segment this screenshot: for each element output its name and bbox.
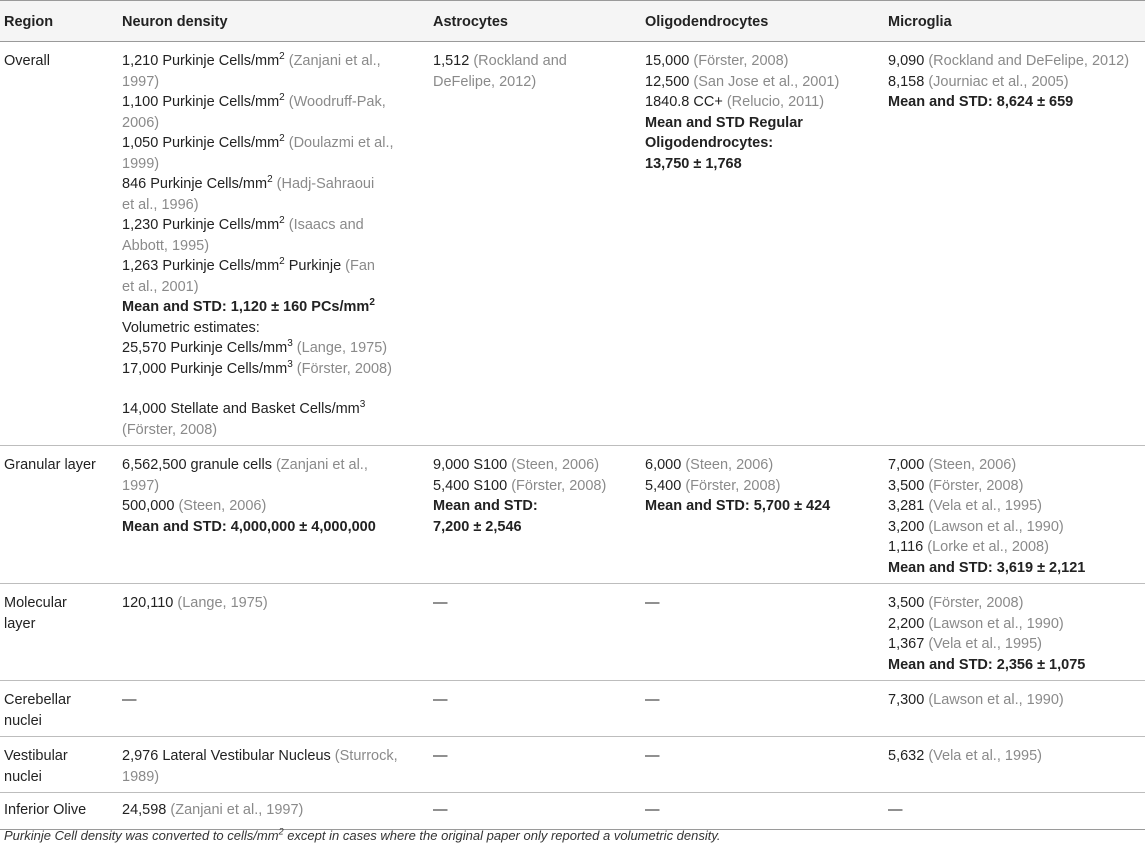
citation: (Förster, 2008) bbox=[924, 477, 1024, 494]
citation: 1997) bbox=[122, 477, 160, 494]
citation: (Rockland and DeFelipe, 2012) bbox=[924, 53, 1130, 69]
citation: DeFelipe, 2012) bbox=[433, 73, 537, 90]
neuron-density-cell bbox=[118, 681, 428, 737]
region-cell bbox=[0, 737, 118, 793]
citation: (Steen, 2006) bbox=[681, 457, 774, 473]
entry-line: 1,512 (Rockland and bbox=[433, 53, 567, 69]
entry-line: 5,400 (Förster, 2008) bbox=[645, 477, 781, 494]
mean-std: Mean and STD: 3,619 ± 2,121 bbox=[888, 559, 1086, 576]
microglia-cell bbox=[883, 737, 1145, 793]
citation: et al., 1996) bbox=[122, 196, 199, 213]
entry-line: 24,598 (Zanjani et al., 1997) bbox=[122, 802, 304, 818]
citation: (Journiac et al., 2005) bbox=[924, 73, 1069, 90]
entry-line: 15,000 (Förster, 2008) bbox=[645, 53, 789, 69]
citation: (Steen, 2006) bbox=[924, 457, 1017, 473]
table-row-overall bbox=[0, 42, 1145, 446]
table-row-granular-layer bbox=[0, 446, 1145, 584]
citation: (Woodruff-Pak, bbox=[284, 94, 386, 110]
astrocytes-cell bbox=[428, 446, 640, 584]
entry-line: 7,300 (Lawson et al., 1990) bbox=[888, 692, 1064, 708]
entry-line: 3,200 (Lawson et al., 1990) bbox=[888, 518, 1064, 535]
citation: (Fan bbox=[345, 258, 375, 274]
citation: (Zanjani et al., 1997) bbox=[166, 802, 304, 818]
entry-line: 17,000 Purkinje Cells/$mm^3$ (Förster, 2008) bbox=[122, 358, 392, 377]
entry-line: 3,500 (Förster, 2008) bbox=[888, 595, 1024, 611]
citation: Abbott, 1995) bbox=[122, 237, 210, 254]
citation: (Rockland and bbox=[469, 53, 567, 69]
empty-dash: — bbox=[433, 692, 448, 708]
entry-line: 1,100 Purkinje Cells/$mm^2$ (Woodruff-Pak, bbox=[122, 92, 386, 110]
empty-dash: — bbox=[433, 595, 448, 611]
entry-line: 2,976 Lateral Vestibular Nucleus (Sturrock, bbox=[122, 748, 398, 764]
citation: 1999) bbox=[122, 155, 160, 172]
citation: (Vela et al., 1995) bbox=[924, 636, 1042, 652]
citation: (Lange, 1975) bbox=[292, 340, 388, 356]
citation: 1989) bbox=[122, 768, 160, 785]
citation: (Vela et al., 1995) bbox=[924, 498, 1042, 514]
region-label: nuclei bbox=[4, 712, 42, 729]
entry-line: 8,158 (Journiac et al., 2005) bbox=[888, 73, 1069, 90]
header-microglia: Microglia bbox=[883, 1, 1145, 42]
empty-dash: — bbox=[645, 802, 660, 818]
empty-dash: — bbox=[645, 595, 660, 611]
region-label: Molecular bbox=[4, 595, 67, 611]
region-cell bbox=[0, 681, 118, 737]
table-footnote: Purkinje Cell density was converted to cells/$mm^2$ except in cases where the original paper only reported a volumetric density. bbox=[4, 826, 721, 843]
citation: et al., 2001) bbox=[122, 278, 199, 295]
empty-dash: — bbox=[433, 802, 448, 818]
neuron-density-cell bbox=[118, 793, 428, 830]
entry-line: 6,000 (Steen, 2006) bbox=[645, 457, 774, 473]
citation: (Förster, 2008) bbox=[689, 53, 789, 69]
microglia-cell bbox=[883, 42, 1145, 446]
astrocytes-cell bbox=[428, 681, 640, 737]
oligodendrocytes-cell bbox=[640, 737, 883, 793]
entry-line: 5,400 S100 (Förster, 2008) bbox=[433, 477, 607, 494]
mean-std: Oligodendrocytes: bbox=[645, 135, 774, 151]
oligodendrocytes-cell bbox=[640, 584, 883, 681]
entry-line: 120,110 (Lange, 1975) bbox=[122, 595, 268, 611]
neuron-density-cell bbox=[118, 584, 428, 681]
citation: (Förster, 2008) bbox=[507, 477, 607, 494]
mean-std: 13,750 ± 1,768 bbox=[645, 155, 742, 172]
citation: (Doulazmi et al., bbox=[284, 135, 394, 151]
mean-std: Mean and STD: 8,624 ± 659 bbox=[888, 94, 1074, 110]
region-label: Overall bbox=[4, 53, 50, 69]
citation: (Lorke et al., 2008) bbox=[923, 539, 1049, 555]
entry-line: 3,500 (Förster, 2008) bbox=[888, 477, 1024, 494]
microglia-cell bbox=[883, 446, 1145, 584]
region-label: Granular layer bbox=[4, 457, 96, 473]
microglia-cell bbox=[883, 584, 1145, 681]
neuron-density-cell bbox=[118, 446, 428, 584]
table-body bbox=[0, 42, 1145, 830]
region-label: Inferior Olive bbox=[4, 802, 87, 818]
oligodendrocytes-cell bbox=[640, 446, 883, 584]
citation: (Steen, 2006) bbox=[174, 498, 267, 514]
citation: (Zanjani et al., bbox=[284, 53, 381, 69]
astrocytes-cell bbox=[428, 737, 640, 793]
citation: 2006) bbox=[122, 114, 160, 131]
mean-std: Mean and STD: 4,000,000 ± 4,000,000 bbox=[122, 518, 376, 535]
region-cell bbox=[0, 793, 118, 830]
entry-line: 1840.8 CC+ (Relucio, 2011) bbox=[645, 94, 825, 110]
microglia-cell bbox=[883, 681, 1145, 737]
citation: (Isaacs and bbox=[284, 217, 364, 233]
entry-line: 25,570 Purkinje Cells/$mm^3$ (Lange, 1975) bbox=[122, 338, 388, 356]
region-label: Cerebellar bbox=[4, 692, 71, 708]
mean-std: Mean and STD: bbox=[433, 498, 538, 514]
region-label: Vestibular bbox=[4, 748, 68, 764]
citation: (Vela et al., 1995) bbox=[924, 748, 1042, 764]
region-label: layer bbox=[4, 615, 36, 632]
table-row-inferior-olive bbox=[0, 793, 1145, 830]
region-cell bbox=[0, 584, 118, 681]
entry-line: 1,230 Purkinje Cells/$mm^2$ (Isaacs and bbox=[122, 215, 364, 233]
entry-line: 6,562,500 granule cells (Zanjani et al., bbox=[122, 457, 368, 473]
empty-dash: — bbox=[645, 692, 660, 708]
entry-line: 7,000 (Steen, 2006) bbox=[888, 457, 1017, 473]
header-neuron-density: Neuron density bbox=[118, 1, 428, 42]
entry-line: 3,281 (Vela et al., 1995) bbox=[888, 498, 1042, 514]
empty-dash: — bbox=[433, 748, 448, 764]
spacer bbox=[122, 379, 428, 399]
entry-line: 1,210 Purkinje Cells/$mm^2$ (Zanjani et al., bbox=[122, 51, 381, 69]
volumetric-label: Volumetric estimates: bbox=[122, 319, 260, 336]
citation: (Sturrock, bbox=[330, 748, 398, 764]
citation: (Lawson et al., 1990) bbox=[924, 692, 1064, 708]
citation: (San Jose et al., 2001) bbox=[689, 73, 840, 90]
neuron-density-cell bbox=[118, 737, 428, 793]
citation: (Zanjani et al., bbox=[271, 457, 368, 473]
citation: (Förster, 2008) bbox=[292, 360, 392, 377]
entry-line: 846 Purkinje Cells/$mm^2$ (Hadj-Sahraoui bbox=[122, 174, 375, 192]
entry-line: 12,500 (San Jose et al., 2001) bbox=[645, 73, 840, 90]
oligodendrocytes-cell bbox=[640, 42, 883, 446]
empty-dash: — bbox=[645, 748, 660, 764]
table-row-vestibular-nuclei bbox=[0, 737, 1145, 793]
astrocytes-cell bbox=[428, 42, 640, 446]
header-region: Region bbox=[0, 1, 118, 42]
entry-line: 9,000 S100 (Steen, 2006) bbox=[433, 457, 600, 473]
header-row bbox=[0, 1, 1145, 42]
entry-line: 5,632 (Vela et al., 1995) bbox=[888, 748, 1042, 764]
citation: 1997) bbox=[122, 73, 160, 90]
citation: (Förster, 2008) bbox=[122, 421, 218, 438]
citation: (Hadj-Sahraoui bbox=[272, 176, 375, 192]
astrocytes-cell bbox=[428, 793, 640, 830]
entry-line: 1,050 Purkinje Cells/$mm^2$ (Doulazmi et al., bbox=[122, 133, 394, 151]
citation: (Lange, 1975) bbox=[173, 595, 268, 611]
mean-std: 7,200 ± 2,546 bbox=[433, 518, 522, 535]
citation: (Steen, 2006) bbox=[507, 457, 600, 473]
oligodendrocytes-cell bbox=[640, 681, 883, 737]
table-row-cerebellar-nuclei bbox=[0, 681, 1145, 737]
empty-dash: — bbox=[122, 692, 137, 708]
entry-line: 500,000 (Steen, 2006) bbox=[122, 498, 267, 514]
region-label: nuclei bbox=[4, 768, 42, 785]
entry-line: 1,116 (Lorke et al., 2008) bbox=[888, 539, 1049, 555]
mean-std: Mean and STD: 1,120 ± 160 PCs/$mm^2$ bbox=[122, 297, 375, 315]
entry-line: 1,367 (Vela et al., 1995) bbox=[888, 636, 1042, 652]
microglia-cell bbox=[883, 793, 1145, 830]
citation: (Förster, 2008) bbox=[681, 477, 781, 494]
region-cell bbox=[0, 42, 118, 446]
entry-line: 2,200 (Lawson et al., 1990) bbox=[888, 615, 1064, 632]
entry-line: 14,000 Stellate and Basket Cells/$mm^3$ bbox=[122, 399, 366, 417]
empty-dash: — bbox=[888, 802, 903, 818]
citation: (Förster, 2008) bbox=[924, 595, 1024, 611]
region-cell bbox=[0, 446, 118, 584]
header-astrocytes: Astrocytes bbox=[428, 1, 640, 42]
citation: (Lawson et al., 1990) bbox=[924, 615, 1064, 632]
oligodendrocytes-cell bbox=[640, 793, 883, 830]
table-row-molecular-layer bbox=[0, 584, 1145, 681]
entry-line: 9,090 (Rockland and DeFelipe, 2012) bbox=[888, 53, 1130, 69]
mean-std: Mean and STD: 5,700 ± 424 bbox=[645, 498, 831, 514]
neuron-density-cell bbox=[118, 42, 428, 446]
citation: (Lawson et al., 1990) bbox=[924, 518, 1064, 535]
header-oligodendrocytes: Oligodendrocytes bbox=[640, 1, 883, 42]
astrocytes-cell bbox=[428, 584, 640, 681]
entry-line: 1,263 Purkinje Cells/$mm^2$ Purkinje (Fan bbox=[122, 256, 375, 274]
table-header bbox=[0, 1, 1145, 42]
mean-std: Mean and STD: 2,356 ± 1,075 bbox=[888, 656, 1086, 673]
citation: (Relucio, 2011) bbox=[722, 94, 825, 110]
mean-std: Mean and STD Regular bbox=[645, 114, 803, 131]
